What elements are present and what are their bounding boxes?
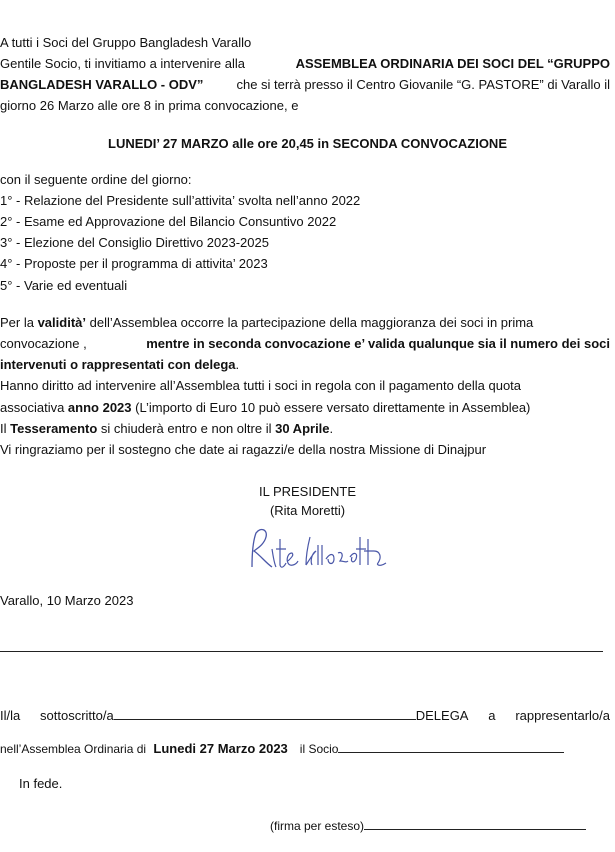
rights-line-2: associativa anno 2023 (L’importo di Euro 10 può essere versato direttamente in Assemblea) [0, 400, 531, 415]
signature-line: (firma per esteso) [270, 817, 586, 834]
validity-line-2: convocazione , mentre in seconda convocazione e’ valida qualunque sia il numero dei soci [0, 336, 610, 351]
intro-line-3: giorno 26 Marzo alle ore 8 in prima convocazione, e [0, 98, 299, 113]
delegator-name-field[interactable] [114, 707, 416, 720]
membership-line: Il Tesseramento si chiuderà entro e non oltre il 30 Aprile. [0, 421, 334, 436]
signature-field[interactable] [364, 817, 586, 830]
president-title: IL PRESIDENTE [258, 484, 357, 499]
agenda-item: 5° - Varie ed eventuali [0, 278, 128, 293]
agenda-intro: con il seguente ordine del giorno: [0, 172, 192, 187]
intro-line-1: Gentile Socio, ti invitiamo a intervenire alla ASSEMBLEA ORDINARIA DEI SOCI DEL “GRUPPO [0, 56, 610, 71]
delega-line-1: Il/la sottoscritto/a DELEGA a rappresentarlo/a [0, 708, 610, 723]
place-date: Varallo, 10 Marzo 2023 [0, 593, 134, 608]
thanks-line: Vi ringraziamo per il sostegno che date ai ragazzi/e della nostra Missione di Dinajpur [0, 442, 487, 457]
in-fede: In fede. [19, 776, 63, 791]
agenda-item: 4° - Proposte per il programma di attivita’ 2023 [0, 256, 268, 271]
rights-line-1: Hanno diritto ad intervenire all’Assemblea tutti i soci in regola con il pagamento della quota [0, 378, 522, 393]
agenda-item: 3° - Elezione del Consiglio Direttivo 2023-2025 [0, 235, 269, 250]
greeting: A tutti i Soci del Gruppo Bangladesh Varallo [0, 35, 252, 50]
validity-line-3: intervenuti o rappresentati con delega. [0, 357, 240, 372]
separator-line [0, 651, 603, 652]
delega-line-2: nell’Assemblea Ordinaria di Lunedi 27 Marzo 2023 il Socio [0, 740, 564, 757]
validity-line-1: Per la validità’ dell’Assemblea occorre la partecipazione della maggioranza dei soci in prima [0, 315, 534, 330]
signature [246, 527, 396, 575]
second-convocation: LUNEDI’ 27 MARZO alle ore 20,45 in SECONDA CONVOCAZIONE [108, 136, 507, 151]
agenda-item: 2° - Esame ed Approvazione del Bilancio Consuntivo 2022 [0, 214, 337, 229]
intro-line-2: BANGLADESH VARALLO - ODV” che si terrà presso il Centro Giovanile “G. PASTORE” di Varallo il [0, 77, 610, 92]
president-name: (Rita Moretti) [269, 503, 346, 518]
delegate-name-field[interactable] [338, 740, 564, 753]
agenda-item: 1° - Relazione del Presidente sull’attivita’ svolta nell’anno 2022 [0, 193, 361, 208]
